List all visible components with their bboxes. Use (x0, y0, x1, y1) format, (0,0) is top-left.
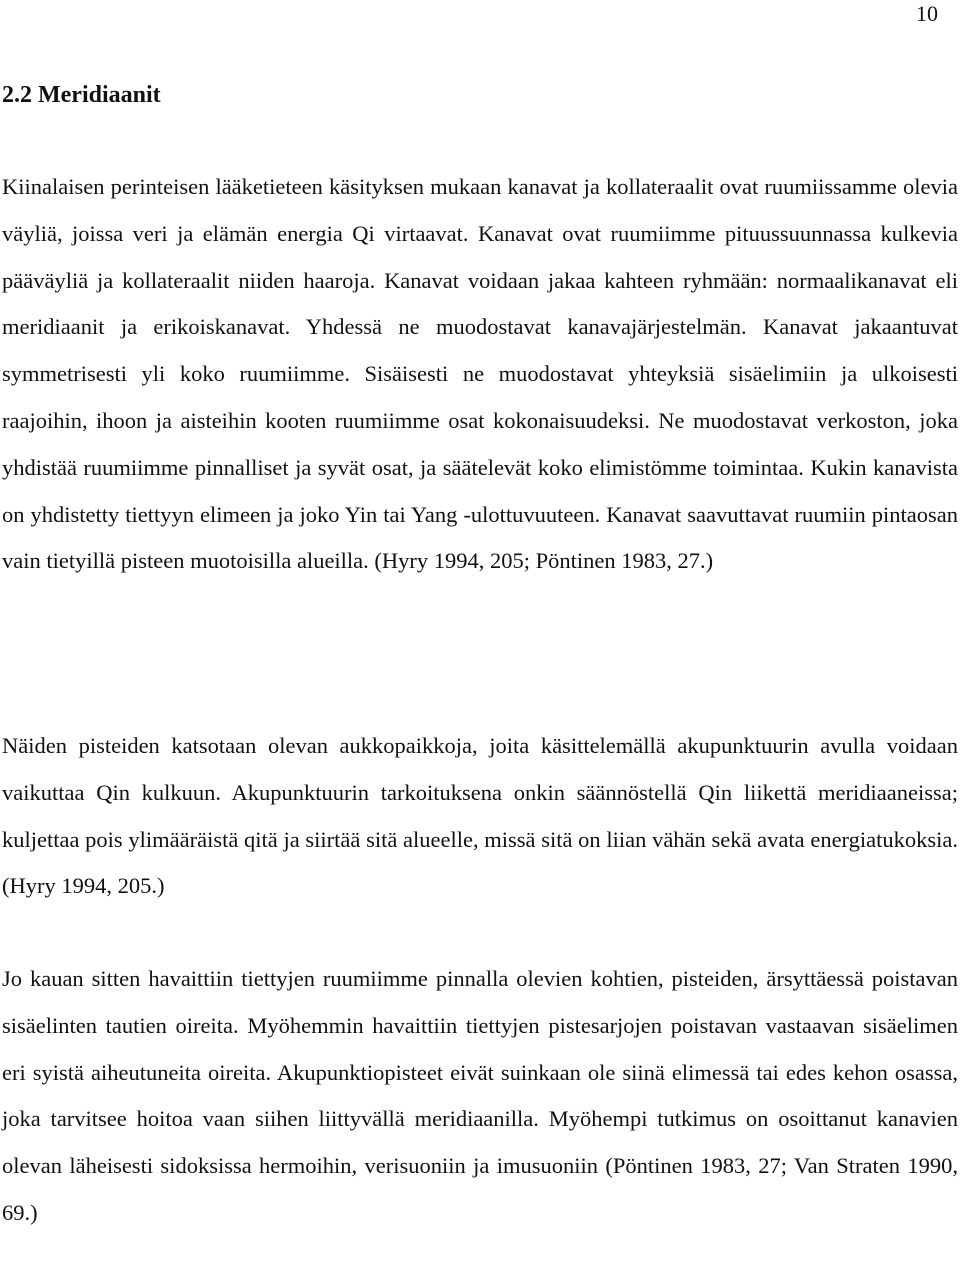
paragraph-1: Kiinalaisen perinteisen lääketieteen käsityksen mukaan kanavat ja kollateraalit ovat ruumiissamme olevia väyliä, joissa veri ja elämän energia Qi virtaavat. Kanavat ovat ruumiimme pituussuunnassa kulkevia pääväyliä ja kollateraalit niiden haaroja. Kanavat voidaan jakaa kahteen ryhmään: normaalikanavat eli meridiaanit ja erikoiskanavat. Yhdessä ne muodostavat kanavajärjestelmän. Kanavat jakaantuvat symmetrisesti yli koko ruumiimme. Sisäisesti ne muodostavat yhteyksiä sisäelimiin ja ulkoisesti raajoihin, ihoon ja aisteihin kooten ruumiimme osat kokonaisuudeksi. Ne muodostavat verkoston, joka yhdistää ruumiimme pinnalliset ja syvät osat, ja säätelevät koko elimistömme toimintaa. Kukin kanavista on yhdistetty tiettyyn elimeen ja joko Yin tai Yang -ulottuvuuteen. Kanavat saavuttavat ruumiin pintaosan vain tietyillä pisteen muotoisilla alueilla. (Hyry 1994, 205; Pöntinen 1983, 27.) (2, 174, 958, 574)
section-heading: 2.2 Meridiaanit (2, 82, 161, 108)
page-number: 10 (916, 1, 938, 26)
paragraph-2: Näiden pisteiden katsotaan olevan aukkopaikkoja, joita käsittelemällä akupunktuurin avulla voidaan vaikuttaa Qin kulkuun. Akupunktuurin tarkoituksena onkin säännöstellä Qin liikettä meridiaaneissa; kuljettaa pois ylimääräistä qitä ja siirtää sitä alueelle, missä sitä on liian vähän sekä avata energiatukoksia. (Hyry 1994, 205.) (2, 733, 958, 899)
paragraph-3: Jo kauan sitten havaittiin tiettyjen ruumiimme pinnalla olevien kohtien, pisteiden, ärsyttäessä poistavan sisäelinten tautien oireita. Myöhemmin havaittiin tiettyjen pistesarjojen poistavan vastaavan sisäelimen eri syistä aiheutuneita oireita. Akupunktiopisteet eivät suinkaan ole siinä elimessä tai edes kehon osassa, joka tarvitsee hoitoa vaan siihen liittyvällä meridiaanilla. Myöhempi tutkimus on osoittanut kanavien olevan läheisesti sidoksissa hermoihin, verisuoniin ja imusuoniin (Pöntinen 1983, 27; Van Straten 1990, 69.) (2, 966, 958, 1225)
